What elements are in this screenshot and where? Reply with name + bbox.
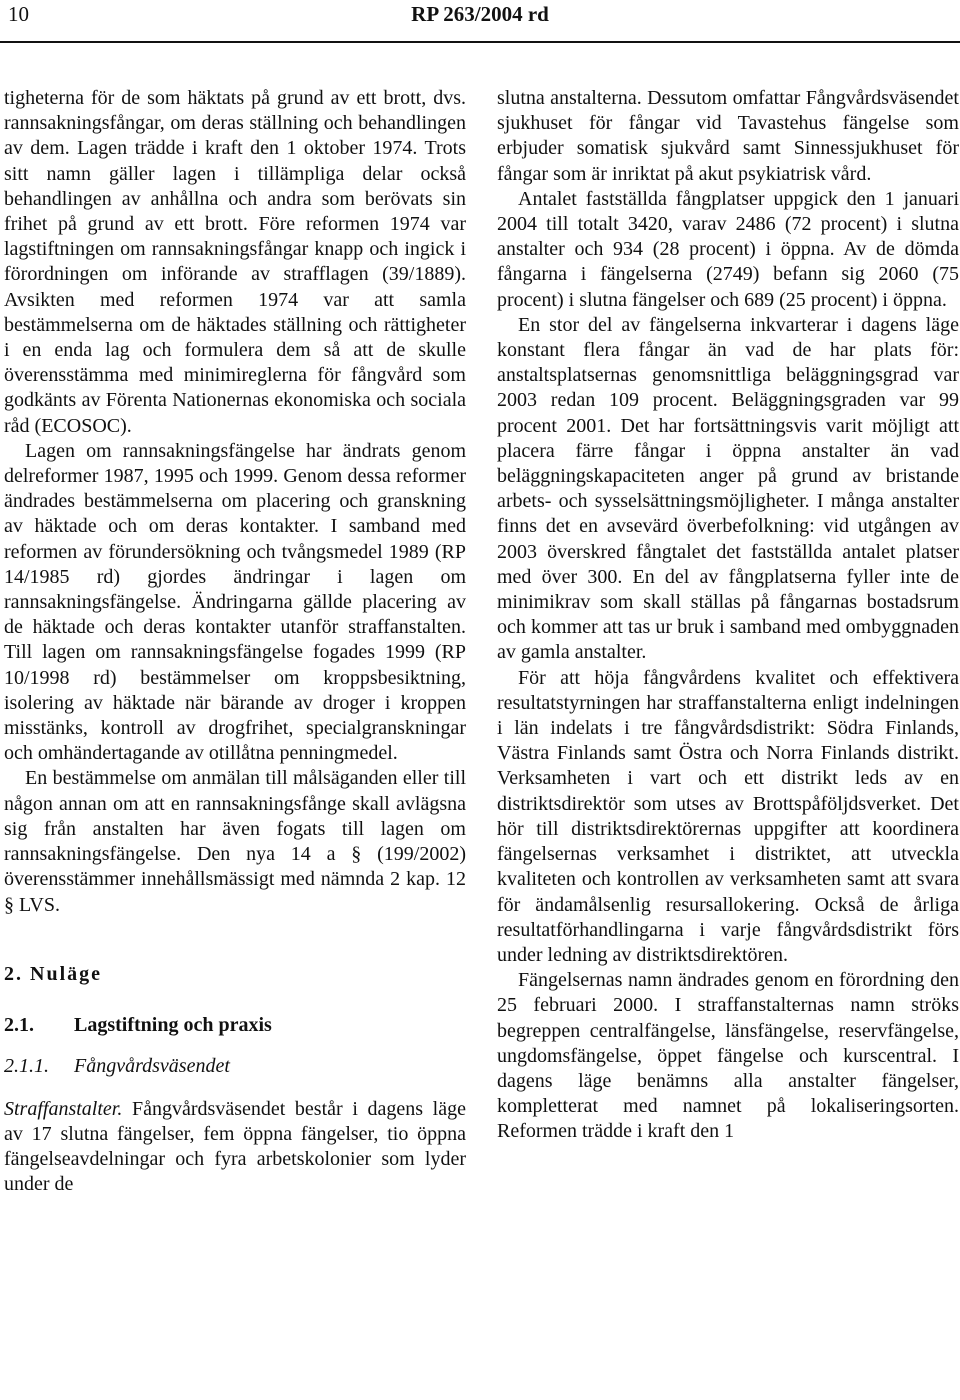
- subsubsection-heading: [4, 1054, 466, 1079]
- running-header: [0, 0, 960, 30]
- paragraph-text: Fångvårdsväsendet består i dagens läge av 17 slutna fängelser, fem öppna fängelser, tio öppna fängelseavdelningar och fyra arbetskolonier som lyder under de: [4, 1097, 466, 1196]
- header-rule: [0, 41, 960, 43]
- paragraph: Lagen om rannsakningsfängelse har ändrats genom delreformer 1987, 1995 och 1999. Genom dessa reformer ändrades bestämmelserna om placering och granskning av häktade och om deras kontakter. I samband med reformen av förundersökning och tvångsmedel 1989 (RP 14/1985 rd) gjordes ändringar i lagen om rannsakningsfängelse. Ändringarna gällde placering av de häktade och deras kontakter utanför straffanstalten. Till lagen om rannsakningsfängelse fogades 1999 (RP 10/1998 rd) bestämmelser om kroppsbesiktning, isolering av häktade när bärande av droger i kroppen misstänks, kontroll av drogfrihet, specialgranskningar och omhändertagande av otillåtna penningmedel.: [4, 439, 466, 765]
- subsubsection-title: Fångvårdsväsendet: [74, 1054, 230, 1077]
- paragraph: tigheterna för de som häktats på grund av ett brott, dvs. rannsakningsfångar, om deras ställning och behandlingen av dem. Lagen trädde i kraft den 1 oktober 1974. Trots sitt namn gäller lagen i tillämpliga delar också behandlingen av anhållna och andra som berövats sin frihet på grund av ett brott. Före reformen 1974 var lagstiftningen om rannsakningsfångar knapp och ingick i förordningen om införande av strafflagen (39/1889). Avsikten med reformen 1974 var att samla bestämmelserna om de häktades ställning och rättigheter i en enda lag och formulera dem så att de skulle överensstämma med minimireglerna för fångvård som godkänts av Förenta Nationernas ekonomiska och sociala råd (ECOSOC).: [4, 87, 466, 437]
- subsection-number: 2.1.: [4, 1013, 34, 1036]
- paragraph: [4, 1097, 466, 1198]
- right-column: [497, 86, 959, 1145]
- paragraph: slutna anstalterna. Dessutom omfattar Fångvårdsväsendet sjukhuset för fångar vid Tavastehus fängelse som erbjuder somatisk sjukvård samt Sinnessjukhuset för fångar som är inriktat på akut psykiatrisk vård.: [497, 87, 959, 185]
- paragraph: En bestämmelse om anmälan till målsäganden eller till någon annan om att en rannsakningsfånge skall avlägsna sig från anstalten har även fogats till lagen om rannsakningsfängelse. Den nya 14 a § (199/2002) överensstämmer innehållsmässigt med nämnda 2 kap. 12 § LVS.: [4, 767, 466, 916]
- paragraph: Fängelsernas namn ändrades genom en förordning den 25 februari 2000. I straffanstalternas namn ströks begreppen centralfängelse, länsfängelse, reservfängelse, ungdomsfängelse, öppet fängelse och kurscentral. I dagens läge benämns alla anstalter fängelser, kompletterat med namnet på lokaliseringsorten. Reformen trädde i kraft den 1: [497, 969, 959, 1143]
- left-column: [4, 86, 466, 1198]
- document-reference: RP 263/2004 rd: [411, 2, 549, 26]
- paragraph: En stor del av fängelserna inkvarterar i dagens läge konstant flera fångar än vad de har plats för: anstaltsplatsernas genomsnittliga beläggningsgrad var 2003 redan 109 procent. Beläggningsgraden var 99 procent 2001. Det har fortsättningsvis varit möjligt att placera färre fångar i öppna anstalter än vad beläggningskapaciteten anger på grund av bristande arbets- och sysselsättningsmöjligheter. I många anstalter finns det en avsevärd överbefolkning: vid utgången av 2003 överskred fångtalet det fastställda antalet platser med över 300. En del av fångplatserna fyller inte de minimikrav som skall ställas på fångarnas bostadsrum och kommer att tas ur bruk i samband med ombyggnaden av gamla anstalter.: [497, 313, 959, 664]
- run-in-heading: Straffanstalter.: [4, 1097, 123, 1120]
- subsection-heading: [4, 1013, 466, 1038]
- section-heading: [4, 962, 466, 987]
- spacer: [4, 1079, 466, 1097]
- section-title: Nuläge: [30, 962, 102, 985]
- page-number: 10: [8, 2, 29, 26]
- subsubsection-number: 2.1.1.: [4, 1054, 49, 1077]
- paragraph: Antalet fastställda fångplatser uppgick den 1 januari 2004 till totalt 3420, varav 2486 (72 procent) i slutna anstalter och 934 (28 procent) i öppna. Av de dömda fångarna i fängelserna (2749) befann sig 2060 (75 procent) i slutna fängelser och 689 (25 procent) i öppna.: [497, 187, 959, 311]
- section-number: 2.: [4, 962, 23, 985]
- subsection-title: Lagstiftning och praxis: [74, 1013, 272, 1036]
- paragraph: För att höja fångvårdens kvalitet och effektivera resultatstyrningen har straffanstalterna enligt indelningen i län indelats i tre fångvårdsdistrikt: Södra Finlands, Västra Finlands samt Östra och Norra Finlands distrikt. Verksamheten i vart och ett distrikt leds av en distriktsdirektör som utses av Brottspåföljdsverket. Det hör till distriktsdirektörernas uppgifter att koordinera fängelsernas verksamhet i distriktet, att utveckla kvaliteten och kontrollen av verksamheten samt att svara för ändamålsenlig resursallokering. Också de årliga resultatförhandlingarna i varje fångvårdsdistrikt förs under ledning av distriktsdirektören.: [497, 666, 959, 966]
